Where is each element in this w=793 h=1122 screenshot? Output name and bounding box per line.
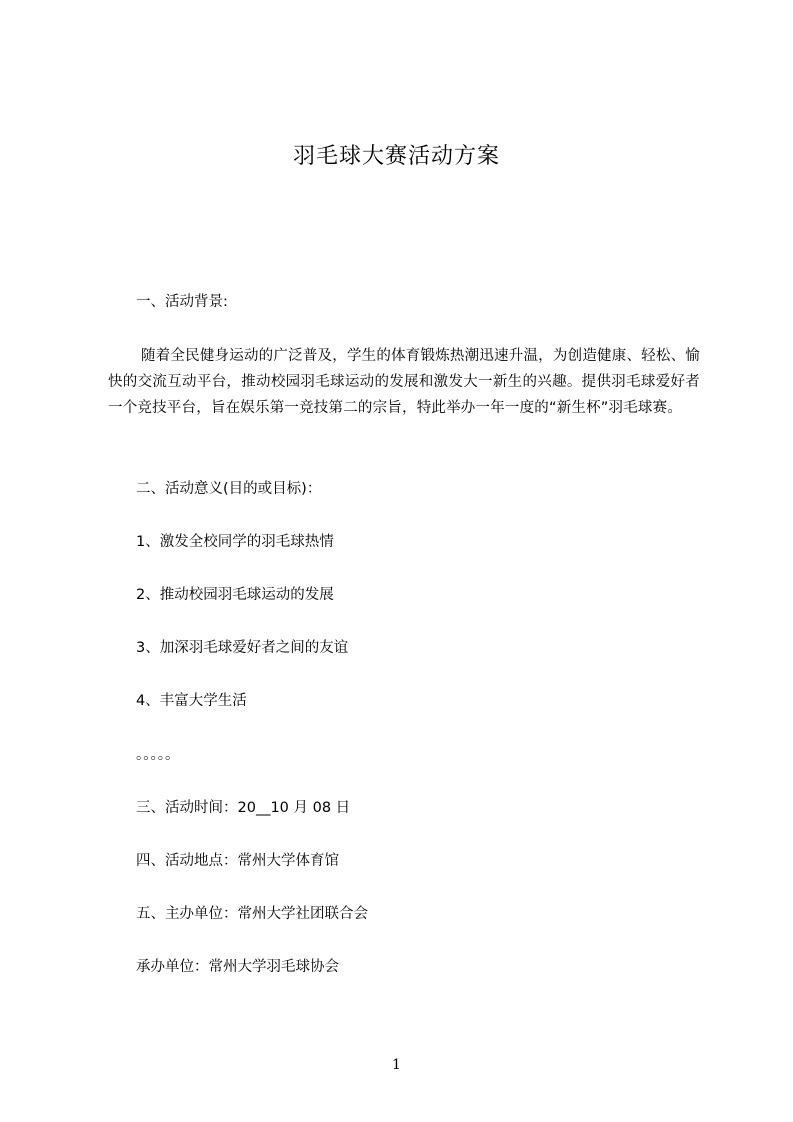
section-background-heading: 一、活动背景: [136, 294, 228, 310]
section-organizer: 五、主办单位：常州大学社团联合会 [136, 906, 368, 922]
page-number: 1 [392, 1057, 401, 1073]
goal-item-4: 4、丰富大学生活 [136, 693, 247, 709]
section-time: 三、活动时间：20__10 月 08 日 [136, 800, 351, 816]
section-co-organizer: 承办单位：常州大学羽毛球协会 [136, 959, 339, 975]
document-title: 羽毛球大赛活动方案 [292, 144, 500, 169]
ellipsis-text: 。。。。。 [136, 747, 180, 763]
section-location: 四、活动地点：常州大学体育馆 [136, 853, 339, 869]
section-background-text: 随着全民健身运动的广泛普及，学生的体育锻炼热潮迅速升温，为创造健康、轻松、愉快的交流互动平台，推动校园羽毛球运动的发展和激发大一新生的兴趣。提供羽毛球爱好者一个竞技平台，旨在娱乐第一竞技第二的宗旨，特此举办一年一度的“新生杯”羽毛球赛。 [108, 348, 700, 416]
goal-item-1: 1、激发全校同学的羽毛球热情 [136, 534, 334, 550]
goal-item-3: 3、加深羽毛球爱好者之间的友谊 [136, 640, 349, 656]
section-significance-heading: 二、活动意义(目的或目标)： [136, 481, 322, 497]
goal-item-2: 2、推动校园羽毛球运动的发展 [136, 587, 334, 603]
